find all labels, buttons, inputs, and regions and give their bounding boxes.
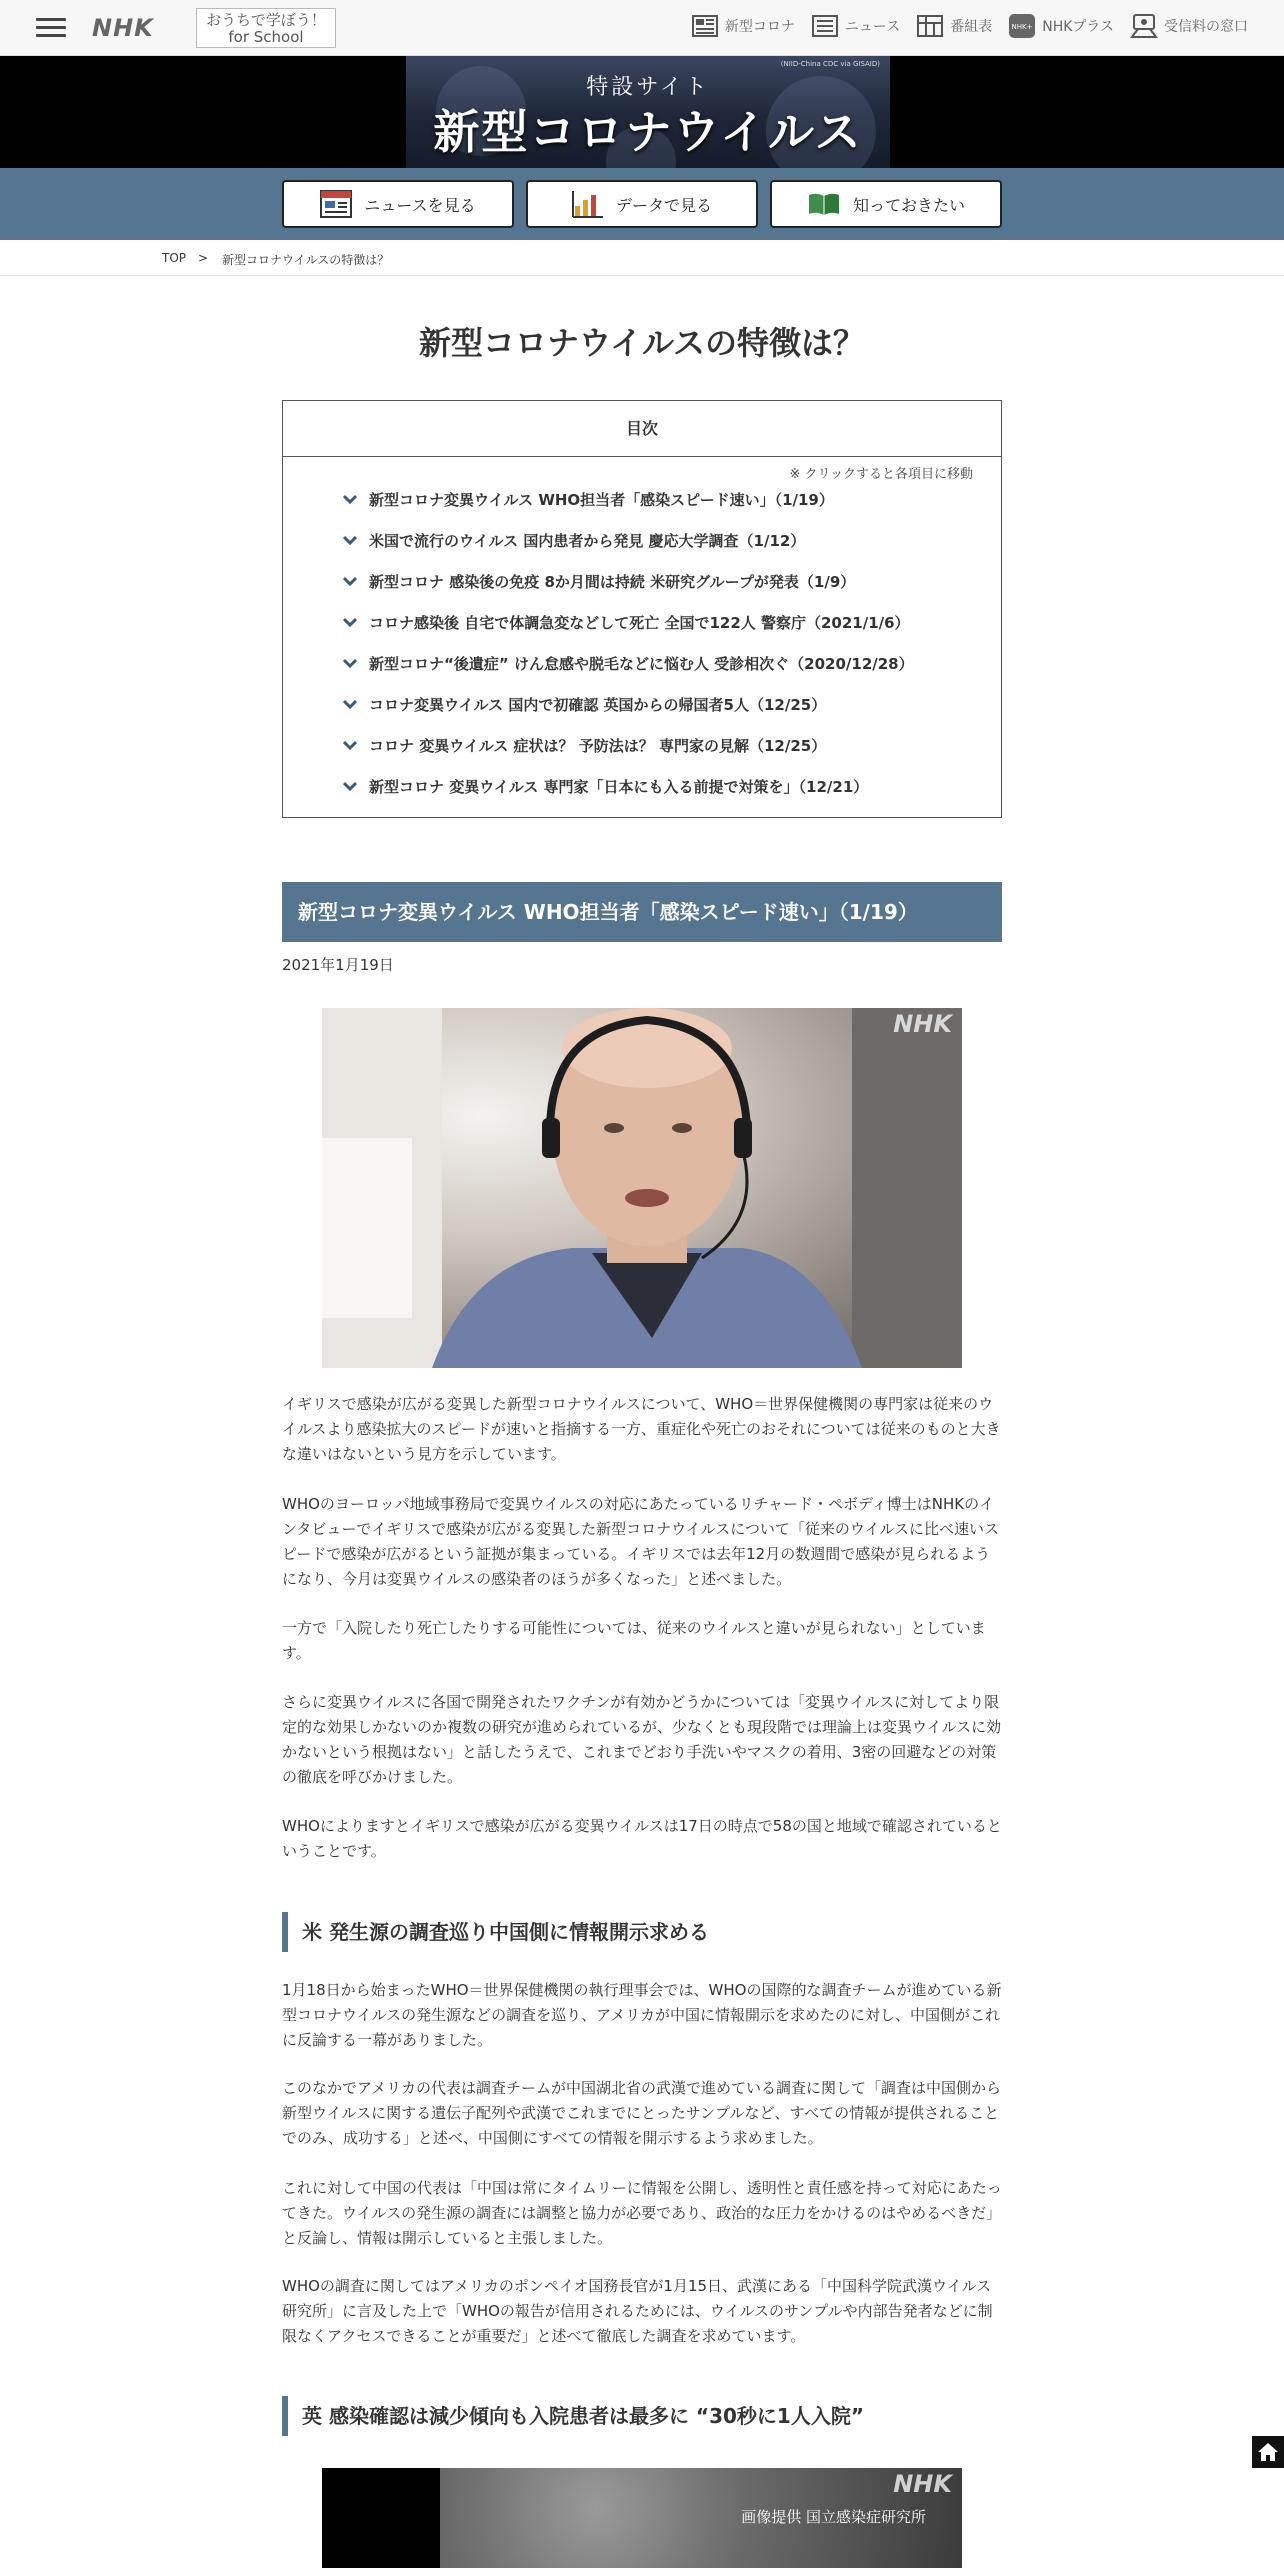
toc-item[interactable] [343, 489, 914, 530]
nav-item-news[interactable] [811, 13, 900, 39]
chevron-down-icon [343, 533, 357, 547]
data-button[interactable] [526, 180, 758, 228]
section-heading: 新型コロナ変異ウイルス WHO担当者「感染スピード速い」（1/19） [282, 882, 1002, 942]
nhk-watermark: NHK [893, 2470, 952, 2498]
subheading: 英 感染確認は減少傾向も入院患者は最多に “30秒に1人入院” [282, 2396, 1002, 2436]
know-button[interactable] [770, 180, 1002, 228]
article-paragraph: イギリスで感染が広がる変異した新型コロナウイルスについて、WHO＝世界保健機関の専門家は従来のウイルスより感染拡大のスピードが速いと指摘する一方、重症化や死亡のおそれについては従来のものと大きな違いはないという見方を示しています。 [282, 1395, 1001, 1463]
toc-list [343, 489, 914, 817]
chevron-down-icon [343, 697, 357, 711]
home-icon [1257, 2441, 1279, 2463]
chevron-down-icon [343, 574, 357, 588]
toc-item[interactable] [343, 530, 914, 571]
toc-item-label: 米国で流行のウイルス 国内患者から発見 慶応大学調査（1/12） [369, 532, 806, 550]
article-date: 2021年1月19日 [282, 956, 394, 974]
nav-label: 番組表 [950, 19, 993, 35]
school-link-line1: おうちで学ぼう！ [206, 11, 326, 29]
breadcrumb [0, 240, 1284, 276]
section-nav [0, 168, 1284, 240]
school-link-button[interactable] [196, 8, 336, 48]
banner-title: 新型コロナウイルス [433, 105, 863, 159]
banner-credit: (NIID-China CDC via GISAID) [780, 60, 880, 68]
toc-item-label: 新型コロナ 感染後の免疫 8か月間は持続 米研究グループが発表（1/9） [369, 573, 856, 591]
school-link-line2: for School [228, 28, 304, 46]
nhk-watermark: NHK [893, 1010, 952, 1038]
svg-text:NHK+: NHK+ [1011, 23, 1033, 31]
article-paragraph: 一方で「入院したり死亡したりする可能性については、従来のウイルスと違いが見られない」としています。 [282, 1619, 986, 1662]
chevron-down-icon [343, 615, 357, 629]
nav-label: 受信料の窓口 [1164, 19, 1248, 35]
nav-label: 新型コロナ [724, 19, 795, 35]
toc-item-label: コロナ 変異ウイルス 症状は？ 予防法は？ 専門家の見解（12/25） [369, 737, 827, 755]
newspaper-icon [691, 13, 719, 39]
banner-image[interactable] [406, 56, 890, 168]
back-to-top-button[interactable] [1252, 2436, 1284, 2468]
banner-subtitle: 特設サイト [586, 75, 710, 100]
photo-credit: 画像提供 国立感染症研究所 [741, 2508, 926, 2526]
article-paragraph: さらに変異ウイルスに各国で開発されたワクチンが有効かどうかについては「変異ウイルスに対してより限定的な効果しかないのか複数の研究が進められているが、少なくとも現段階では理論上は変異ウイルスに効かないという根拠はない」と話したうえで、これまでどおり手洗いやマスクの着用、3密の回避などの対策の徹底を呼びかけました。 [282, 1693, 1002, 1786]
know-button-label: 知っておきたい [852, 195, 965, 215]
nav-label: NHKプラス [1042, 19, 1114, 35]
site-header [0, 0, 1284, 56]
breadcrumb-top-link[interactable]: TOP [162, 251, 187, 265]
breadcrumb-separator: > [198, 251, 209, 265]
grid-schedule-icon [916, 13, 944, 39]
microscope-photo [322, 2468, 962, 2568]
article-paragraph: WHOによりますとイギリスで感染が広がる変異ウイルスは17日の時点で58の国と地域で確認されているということです。 [282, 1817, 1002, 1860]
toc-item[interactable] [343, 694, 914, 735]
news-icon [811, 13, 839, 39]
toc-item-label: 新型コロナ 変異ウイルス 専門家「日本にも入る前提で対策を」（12/21） [369, 778, 869, 796]
page-title: 新型コロナウイルスの特徴は？ [418, 324, 866, 362]
toc-item-label: コロナ変異ウイルス 国内で初確認 英国からの帰国者5人（12/25） [369, 696, 827, 714]
chevron-down-icon [343, 656, 357, 670]
chevron-down-icon [343, 779, 357, 793]
article-paragraph: これに対して中国の代表は「中国は常にタイムリーに情報を公開し、透明性と責任感を持って対応にあたってきた。ウイルスの発生源の調査には調整と協力が必要であり、政治的な圧力をかけるのはやめるべきだ」と反論し、情報は開示していると主張しました。 [282, 2179, 1002, 2247]
chevron-down-icon [343, 492, 357, 506]
toc-note: ※ クリックすると各項目に移動 [789, 467, 973, 482]
data-button-label: データで見る [615, 195, 712, 215]
toc-item[interactable] [343, 571, 914, 612]
toc-item[interactable] [343, 612, 914, 653]
news-button[interactable] [282, 180, 514, 228]
nav-label: ニュース [844, 19, 901, 35]
special-site-banner [0, 56, 1284, 168]
open-book-icon [807, 190, 841, 218]
toc-item-label: 新型コロナ“後遺症” けん怠感や脱毛などに悩む人 受診相次ぐ（2020/12/28） [369, 655, 914, 673]
chevron-down-icon [343, 738, 357, 752]
nhk-plus-icon [1008, 13, 1036, 39]
table-of-contents [282, 400, 1002, 818]
article-paragraph: WHOの調査に関してはアメリカのポンペイオ国務長官が1月15日、武漢にある「中国科学院武漢ウイルス研究所」に言及した上で「WHOの報告が信用されるためには、ウイルスのサンプルや内部告発者などに制限なくアクセスできることが重要だ」と述べて徹底した調査を求めています。 [282, 2277, 993, 2345]
top-nav [691, 13, 1248, 39]
hamburger-menu-icon[interactable] [36, 14, 66, 42]
nav-item-corona[interactable] [691, 13, 795, 39]
news-screen-icon [320, 190, 352, 218]
article-paragraph: このなかでアメリカの代表は調査チームが中国湖北省の武漢で進めている調査に関して「調査は中国側から新型ウイルスに関する遺伝子配列や武漢でこれまでにとったサンプルなど、すべての情報が提供されることでのみ、成功する」と述べ、中国側にすべての情報を開示するよう求めました。 [282, 2079, 1001, 2147]
toc-item-label: コロナ感染後 自宅で体調急変などして死亡 全国で122人 警察庁（2021/1/6） [369, 614, 910, 632]
article-paragraph: WHOのヨーロッパ地域事務局で変異ウイルスの対応にあたっているリチャード・ペボディ博士はNHKのインタビューでイギリスで感染が広がる変異した新型コロナウイルスについて「従来のウイルスに比べ速いスピードで感染が広がるという証拠が集まっている。イギリスでは去年12月の数週間で感染が見られるようになり、今月は変異ウイルスの感染者のほうが多くなった」と述べました。 [282, 1495, 1000, 1588]
toc-item[interactable] [343, 653, 914, 694]
news-button-label: ニュースを見る [364, 195, 476, 215]
bar-chart-icon [572, 190, 604, 218]
toc-heading: 目次 [283, 401, 1001, 457]
article-paragraph: 1月18日から始まったWHO＝世界保健機関の執行理事会では、WHOの国際的な調査チームが進めている新型コロナウイルスの発生源などの調査を巡り、アメリカが中国に情報開示を求めたのに対し、中国側がこれに反論する一幕がありました。 [282, 1981, 1002, 2049]
interview-photo [322, 1008, 962, 1368]
subheading: 米 発生源の調査巡り中国側に情報開示求める [282, 1912, 1002, 1952]
toc-item[interactable] [343, 776, 914, 817]
nav-item-nhk-plus[interactable] [1008, 13, 1114, 39]
toc-item-label: 新型コロナ変異ウイルス WHO担当者「感染スピード速い」（1/19） [369, 491, 834, 509]
interview-video-still [322, 1008, 962, 1368]
nav-item-program-guide[interactable] [916, 13, 992, 39]
reception-icon [1130, 13, 1158, 39]
nav-item-fee-window[interactable] [1130, 13, 1248, 39]
breadcrumb-current: 新型コロナウイルスの特徴は？ [222, 253, 390, 267]
toc-item[interactable] [343, 735, 914, 776]
nhk-logo[interactable]: NHK [92, 14, 154, 42]
